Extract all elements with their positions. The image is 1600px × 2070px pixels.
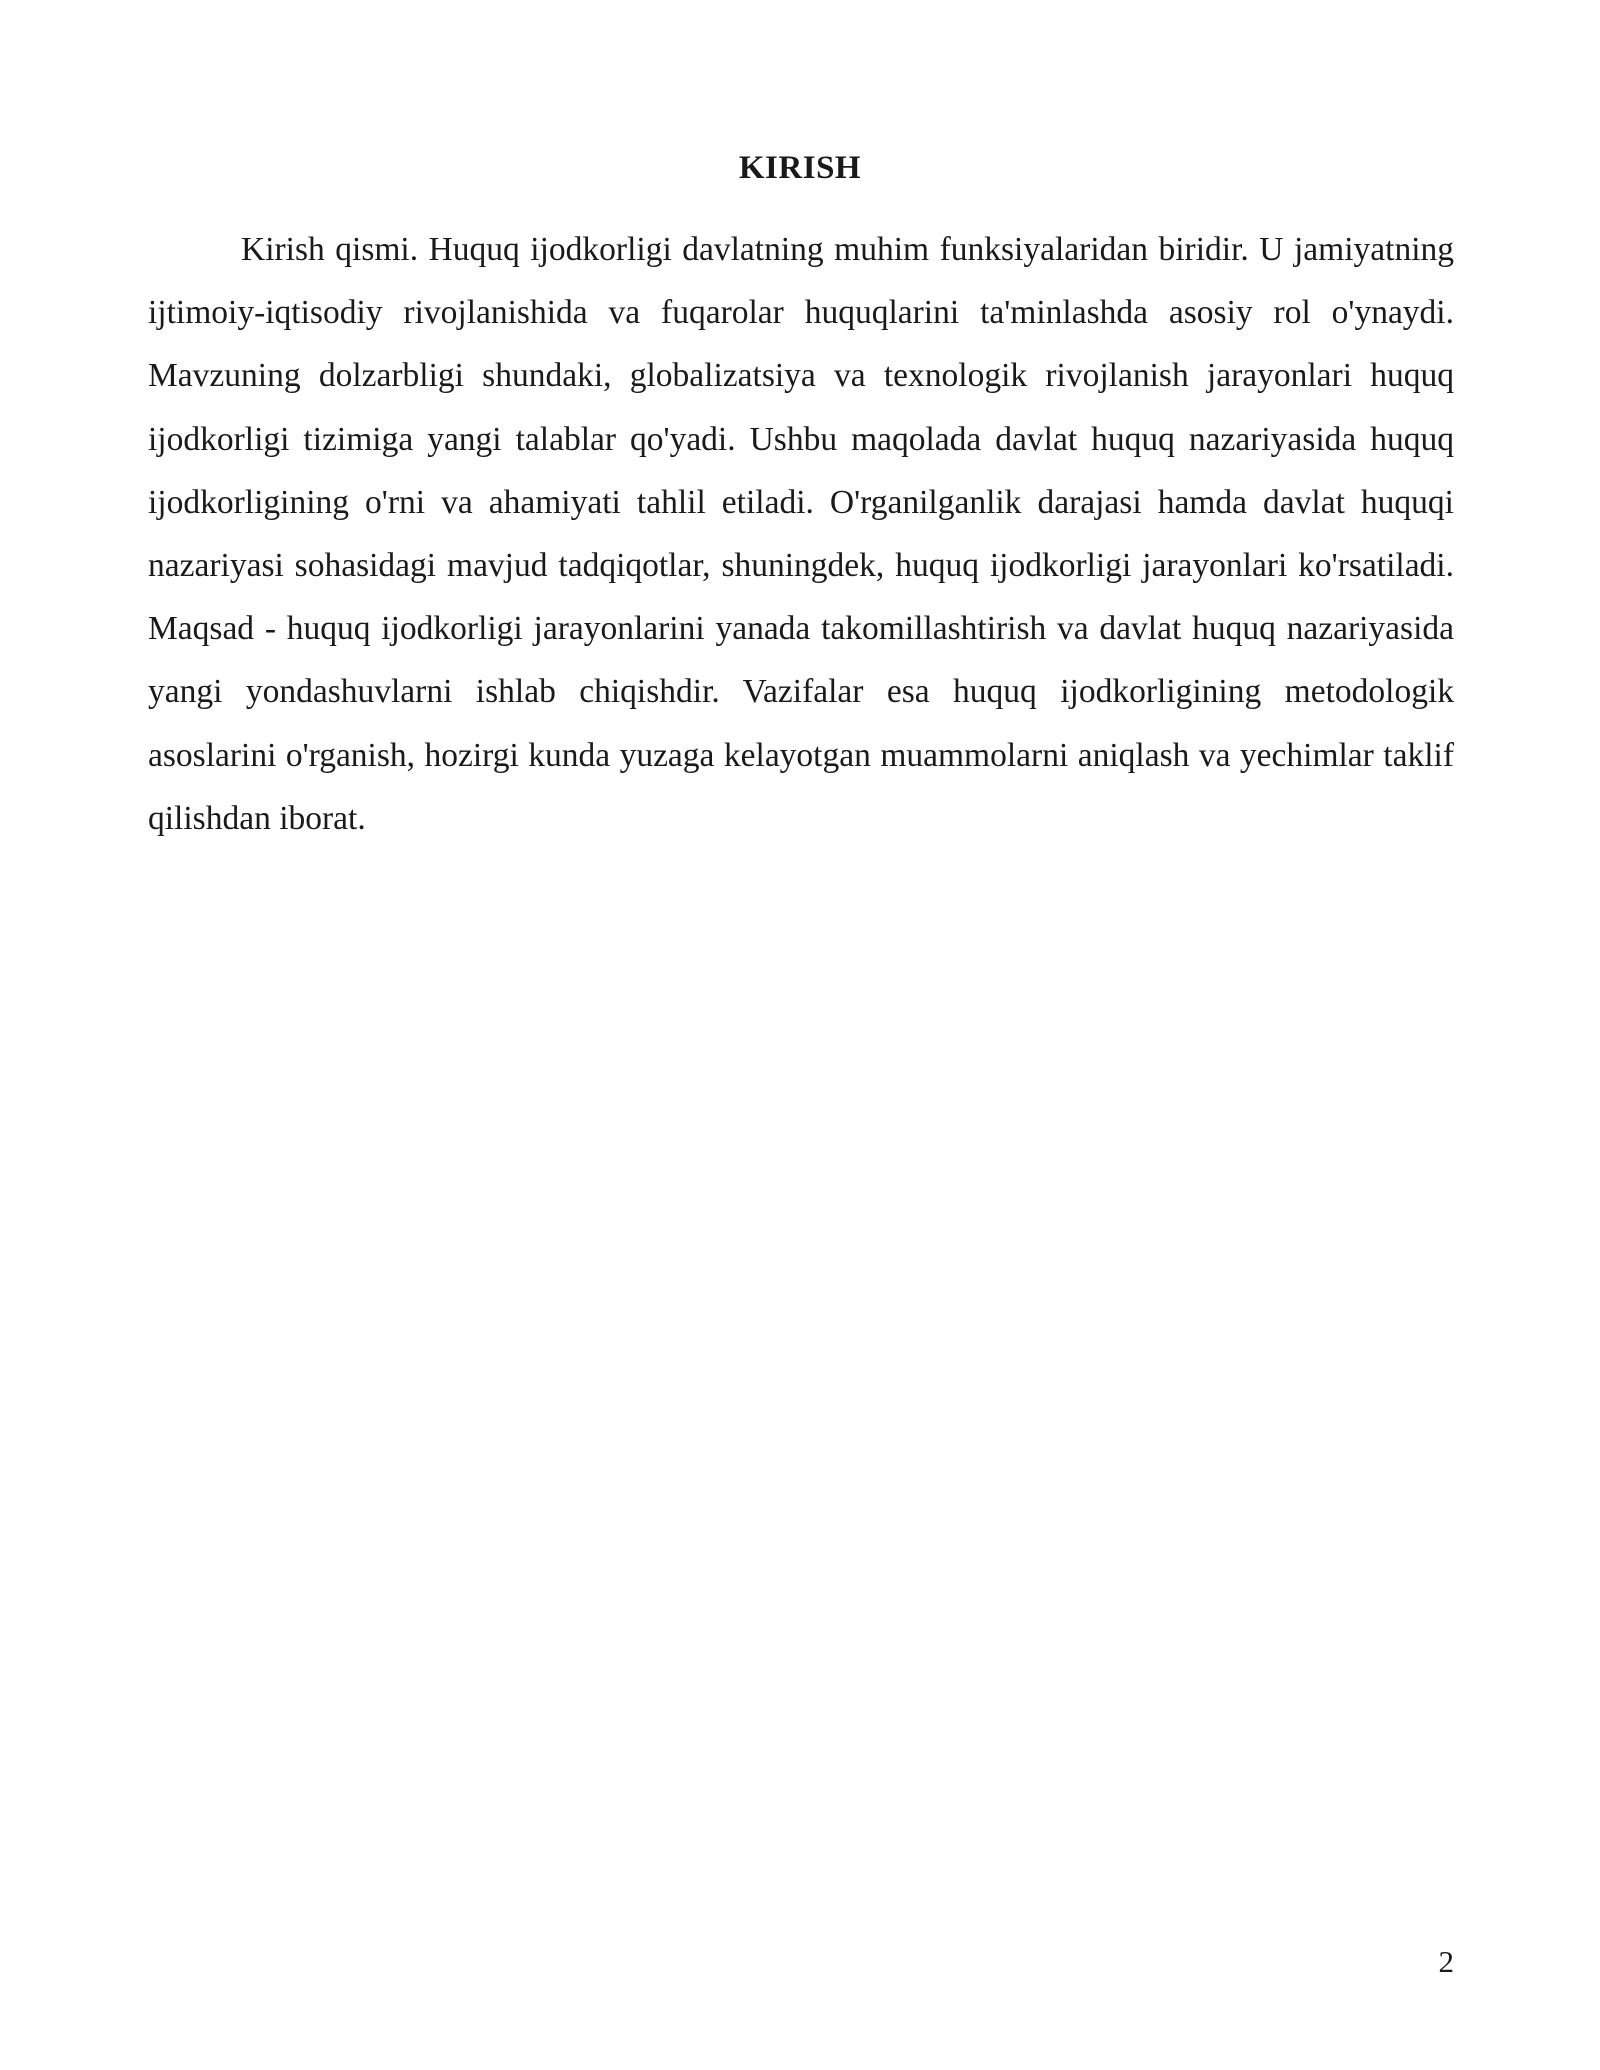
intro-paragraph: Kirish qismi. Huquq ijodkorligi davlatning muhim funksiyalaridan biridir. U jamiyatning ijtimoiy-iqtisodiy rivojlanishida va fuqarolar huquqlarini ta'minlashda asosiy rol o'ynaydi. Mavzuning dolzarbligi shundaki, globalizatsiya va texnologik rivojlanish jarayonlari huquq ijodkorligi tizimiga yangi talablar qo'yadi. Ushbu maqolada davlat huquq nazariyasida huquq ijodkorligining o'rni va ahamiyati tahlil etiladi. O'rganilganlik darajasi hamda davlat huquqi nazariyasi sohasidagi mavjud tadqiqotlar, shuningdek, huquq ijodkorligi jarayonlari ko'rsatiladi. Maqsad - huquq ijodkorligi jarayonlarini yanada takomillashtirish va davlat huquq nazariyasida yangi yondashuvlarni ishlab chiqishdir. Vazifalar esa huquq ijodkorligining metodologik asoslarini o'rganish, hozirgi kunda yuzaga kelayotgan muammolarni aniqlash va yechimlar taklif qilishdan iborat. bbox=[148, 231, 1454, 837]
section-heading: KIRISH bbox=[738, 150, 862, 186]
page-number: 2 bbox=[1438, 1944, 1454, 1979]
